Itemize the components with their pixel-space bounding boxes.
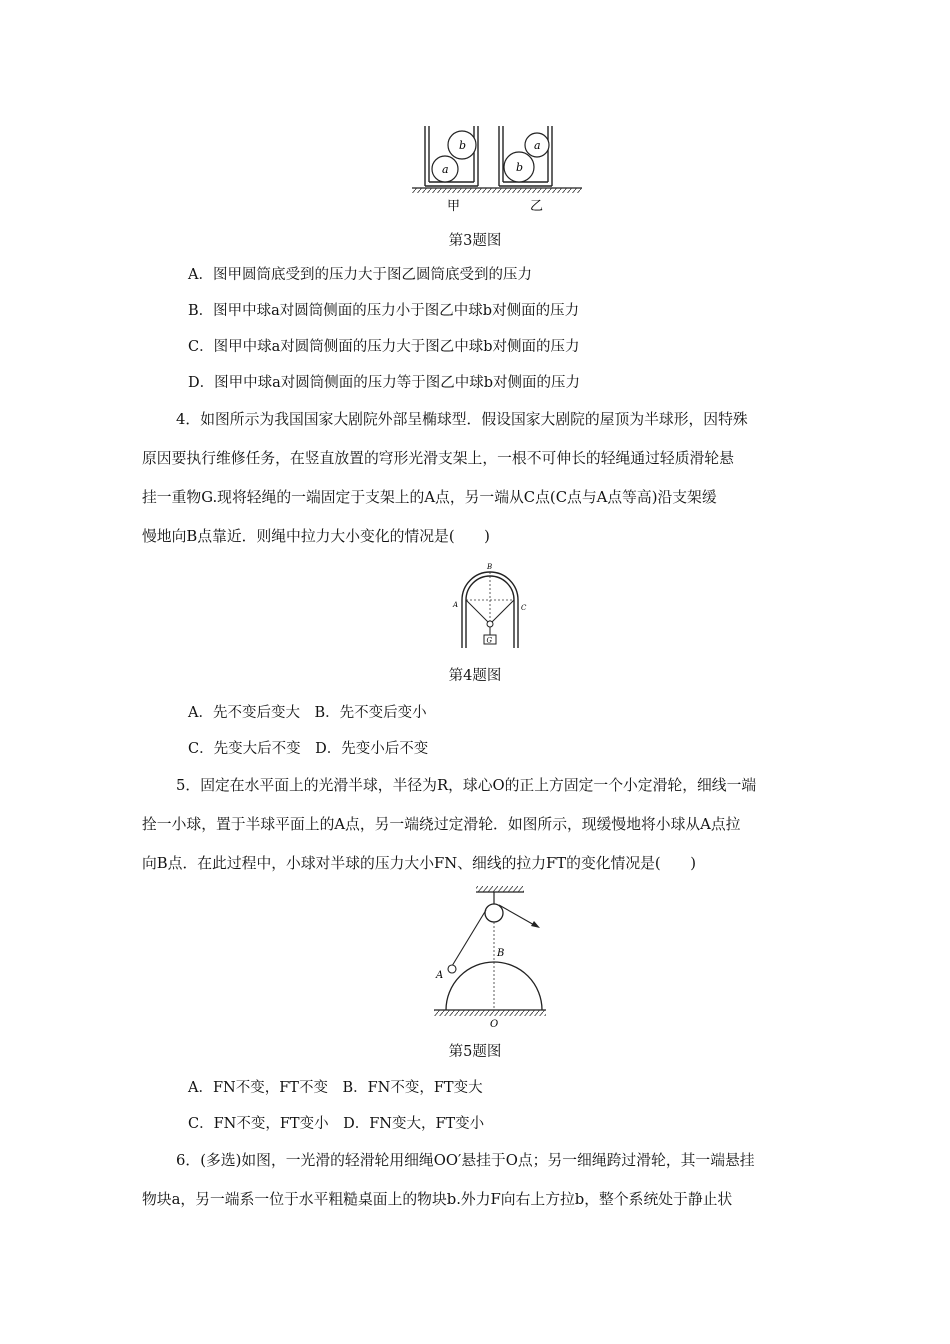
q3-option-a: A．图甲圆筒底受到的压力大于图乙圆筒底受到的压力 bbox=[188, 267, 532, 283]
q4-options-line-1: A．先不变后变大 B．先不变后变小 bbox=[188, 705, 427, 721]
figure-3-label-yi: 乙 bbox=[530, 199, 544, 214]
q6-text-line-1: 6．(多选)如图，一光滑的轻滑轮用细绳OO′悬挂于O点；另一细绳跨过滑轮，其一端悬挂 bbox=[176, 1152, 755, 1169]
figure-5-caption: 第5题图 bbox=[448, 1044, 502, 1060]
figure-3-caption: 第3题图 bbox=[448, 233, 502, 249]
figure-5-hemisphere-pulley bbox=[428, 880, 556, 1028]
figure-3-label-jia: 甲 bbox=[447, 199, 461, 214]
q5-options-line-2: C．FN不变，FT变小 D．FN变大，FT变小 bbox=[188, 1116, 485, 1132]
figure-4-label-a: A bbox=[453, 601, 459, 609]
figure-5-label-a: A bbox=[436, 970, 444, 981]
figure-4-label-c: C bbox=[521, 604, 527, 612]
figure-4-dome-support bbox=[448, 560, 532, 652]
q3-option-d: D．图甲中球a对圆筒侧面的压力等于图乙中球b对侧面的压力 bbox=[188, 375, 581, 391]
q4-text-line-2: 原因要执行维修任务，在竖直放置的穹形光滑支架上，一根不可伸长的轻绳通过轻质滑轮悬 bbox=[142, 450, 734, 467]
q5-text-line-2: 拴一小球，置于半球平面上的A点，另一端绕过定滑轮．如图所示，现缓慢地将小球从A点拉 bbox=[142, 816, 741, 833]
cylinder-left-balls bbox=[432, 131, 476, 182]
q4-text-line-1: 4．如图所示为我国国家大剧院外部呈椭球型．假设国家大剧院的屋顶为半球形，因特殊 bbox=[176, 411, 748, 428]
q6-text-line-2: 物块a，另一端系一位于水平粗糙桌面上的物块b.外力F向右上方拉b，整个系统处于静止状 bbox=[142, 1191, 733, 1208]
figure-5-label-o: O bbox=[490, 1019, 499, 1028]
q5-text-line-1: 5．固定在水平面上的光滑半球，半径为R，球心O的正上方固定一个小定滑轮，细线一端 bbox=[176, 777, 757, 794]
q4-options-line-2: C．先变大后不变 D．先变小后不变 bbox=[188, 741, 429, 757]
q3-option-c: C．图甲中球a对圆筒侧面的压力大于图乙中球b对侧面的压力 bbox=[188, 339, 580, 355]
q5-text-line-3-content: 向B点．在此过程中，小球对半球的压力大小FN、细线的拉力FT的变化情况是( ) bbox=[142, 855, 697, 872]
figure-3-cylinders bbox=[410, 118, 600, 214]
q4-text-line-4: 慢地向B点靠近．则绳中拉力大小变化的情况是( ) bbox=[142, 528, 490, 545]
ball-b-label-left: b bbox=[459, 139, 467, 152]
q3-option-b: B．图甲中球a对圆筒侧面的压力小于图乙中球b对侧面的压力 bbox=[188, 303, 580, 319]
q5-text-line-3 bbox=[142, 852, 812, 873]
ball-a-label-left: a bbox=[442, 163, 449, 176]
figure-4-label-g: G bbox=[486, 636, 493, 645]
cylinder-right-balls bbox=[504, 133, 549, 182]
ball-b-label-right: b bbox=[516, 161, 524, 174]
figure-4-label-b: B bbox=[487, 563, 493, 571]
ball-a-label-right: a bbox=[534, 139, 541, 152]
q4-text-line-3: 挂一重物G.现将轻绳的一端固定于支架上的A点，另一端从C点(C点与A点等高)沿支架缓 bbox=[142, 489, 717, 506]
figure-4-caption: 第4题图 bbox=[448, 668, 502, 684]
q5-options-line-1: A．FN不变，FT不变 B．FN不变，FT变大 bbox=[188, 1080, 483, 1096]
figure-5-label-b: B bbox=[497, 948, 505, 959]
